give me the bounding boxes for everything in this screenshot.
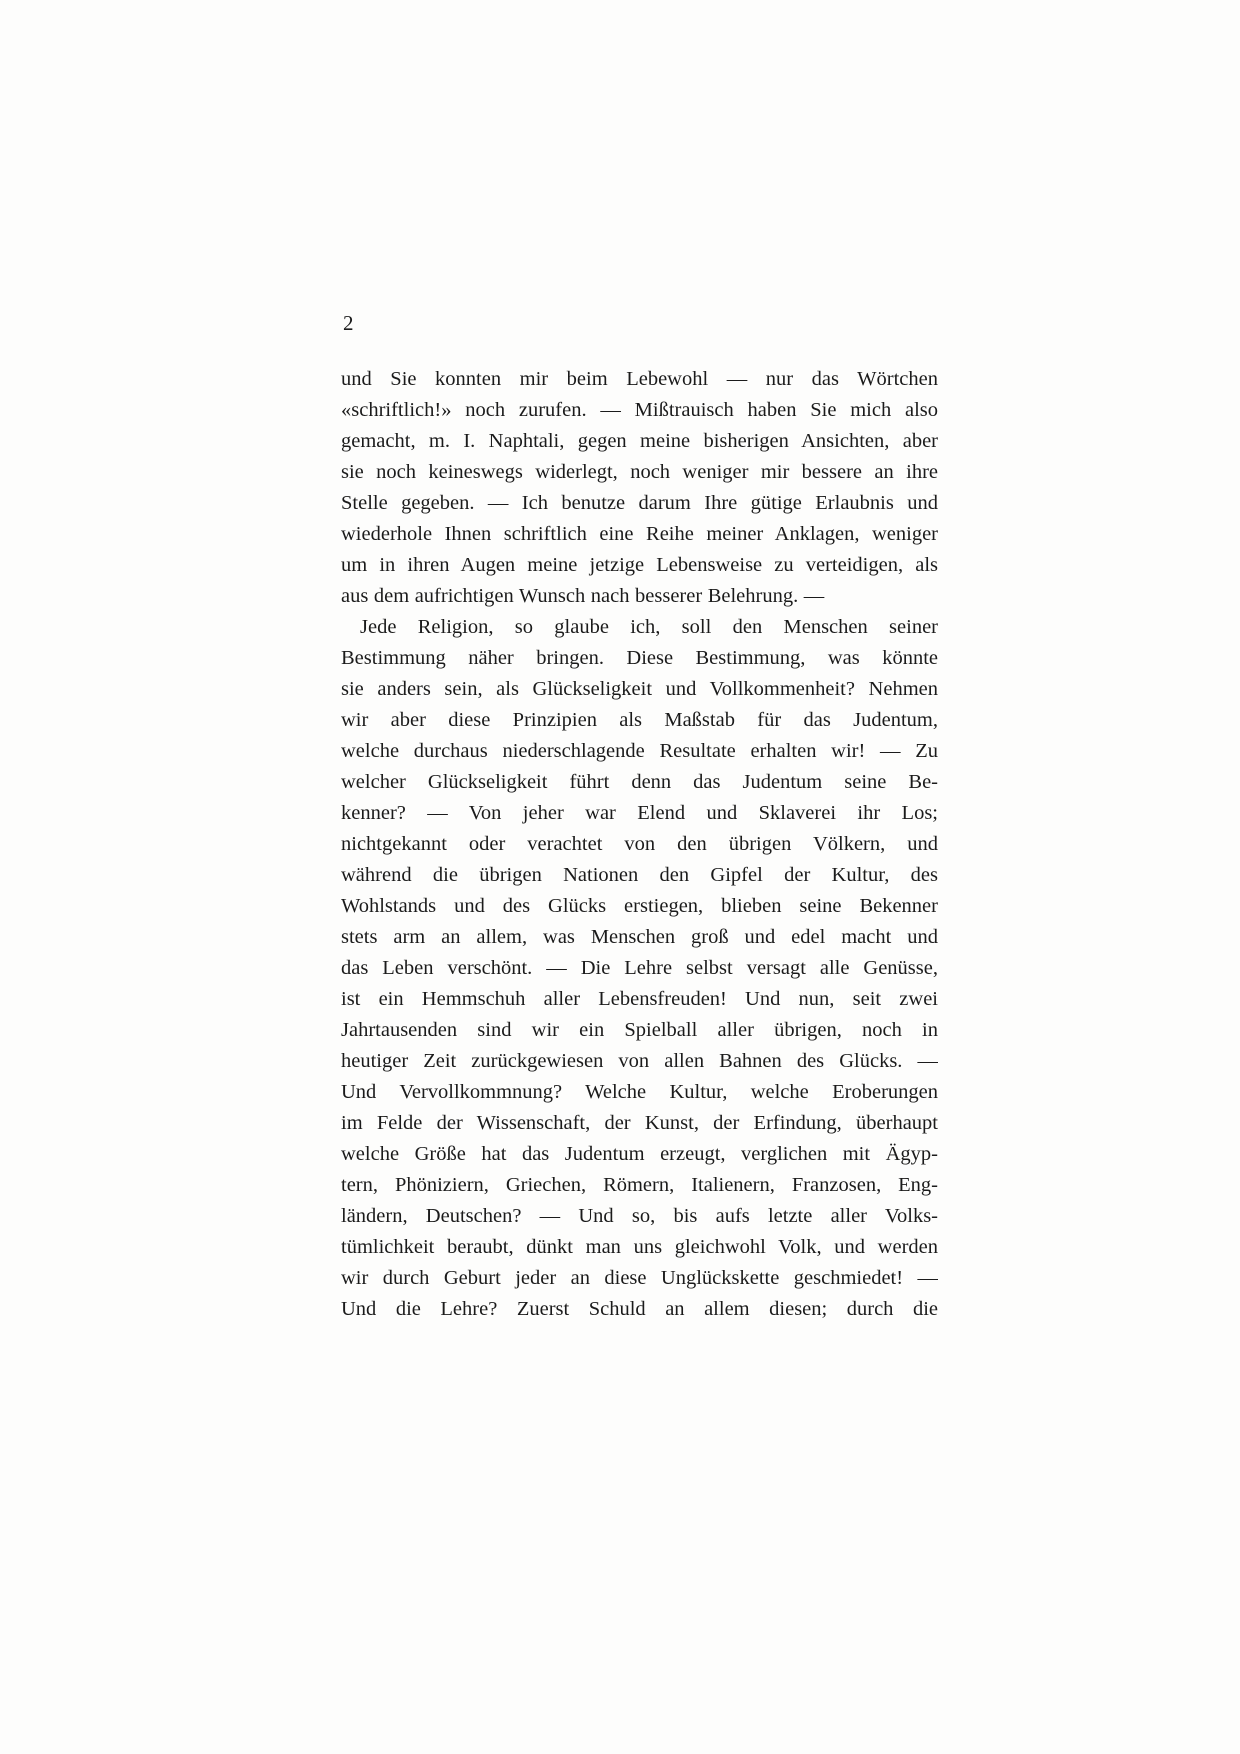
text-line: Und Vervollkommnung? Welche Kultur, welche Eroberungen bbox=[341, 1081, 938, 1103]
text-line: wir durch Geburt jeder an diese Unglückskette geschmiedet! — bbox=[341, 1267, 938, 1289]
text-line: und Sie konnten mir beim Lebewohl — nur das Wörtchen bbox=[341, 368, 938, 390]
text-line: während die übrigen Nationen den Gipfel der Kultur, des bbox=[341, 864, 938, 886]
text-line: welche Größe hat das Judentum erzeugt, verglichen mit Ägyp- bbox=[341, 1143, 938, 1165]
text-line: um in ihren Augen meine jetzige Lebensweise zu verteidigen, als bbox=[341, 554, 938, 576]
text-line: kenner? — Von jeher war Elend und Sklaverei ihr Los; bbox=[341, 802, 938, 824]
text-block bbox=[341, 364, 938, 1325]
text-line: wiederhole Ihnen schriftlich eine Reihe meiner Anklagen, weniger bbox=[341, 523, 938, 545]
page-number: 2 bbox=[343, 311, 354, 335]
text-line: wir aber diese Prinzipien als Maßstab für das Judentum, bbox=[341, 709, 938, 731]
text-line: heutiger Zeit zurückgewiesen von allen Bahnen des Glücks. — bbox=[341, 1050, 938, 1072]
text-line: Bestimmung näher bringen. Diese Bestimmung, was könnte bbox=[341, 647, 938, 669]
text-line: aus dem aufrichtigen Wunsch nach besserer Belehrung. — bbox=[341, 585, 825, 607]
text-line: das Leben verschönt. — Die Lehre selbst versagt alle Genüsse, bbox=[341, 957, 938, 979]
text-line: Wohlstands und des Glücks erstiegen, blieben seine Bekenner bbox=[341, 895, 938, 917]
text-line: Und die Lehre? Zuerst Schuld an allem diesen; durch die bbox=[341, 1298, 938, 1320]
text-line: Stelle gegeben. — Ich benutze darum Ihre gütige Erlaubnis und bbox=[341, 492, 938, 514]
text-line: nichtgekannt oder verachtet von den übrigen Völkern, und bbox=[341, 833, 938, 855]
text-line: ist ein Hemmschuh aller Lebensfreuden! Und nun, seit zwei bbox=[341, 988, 938, 1010]
text-line: welche durchaus niederschlagende Resultate erhalten wir! — Zu bbox=[341, 740, 938, 762]
text-line: welcher Glückseligkeit führt denn das Judentum seine Be- bbox=[341, 771, 938, 793]
text-line: sie anders sein, als Glückseligkeit und Vollkommenheit? Nehmen bbox=[341, 678, 938, 700]
text-line: sie noch keineswegs widerlegt, noch weniger mir bessere an ihre bbox=[341, 461, 938, 483]
text-line: Jede Religion, so glaube ich, soll den Menschen seiner bbox=[360, 616, 938, 638]
text-line: stets arm an allem, was Menschen groß und edel macht und bbox=[341, 926, 938, 948]
text-line: «schriftlich!» noch zurufen. — Mißtrauisch haben Sie mich also bbox=[341, 399, 938, 421]
text-line: tern, Phöniziern, Griechen, Römern, Italienern, Franzosen, Eng- bbox=[341, 1174, 938, 1196]
text-line: gemacht, m. I. Naphtali, gegen meine bisherigen Ansichten, aber bbox=[341, 430, 938, 452]
text-line: ländern, Deutschen? — Und so, bis aufs letzte aller Volks- bbox=[341, 1205, 938, 1227]
text-line: im Felde der Wissenschaft, der Kunst, der Erfindung, überhaupt bbox=[341, 1112, 938, 1134]
text-line: tümlichkeit beraubt, dünkt man uns gleichwohl Volk, und werden bbox=[341, 1236, 938, 1258]
text-line: Jahrtausenden sind wir ein Spielball aller übrigen, noch in bbox=[341, 1019, 938, 1041]
